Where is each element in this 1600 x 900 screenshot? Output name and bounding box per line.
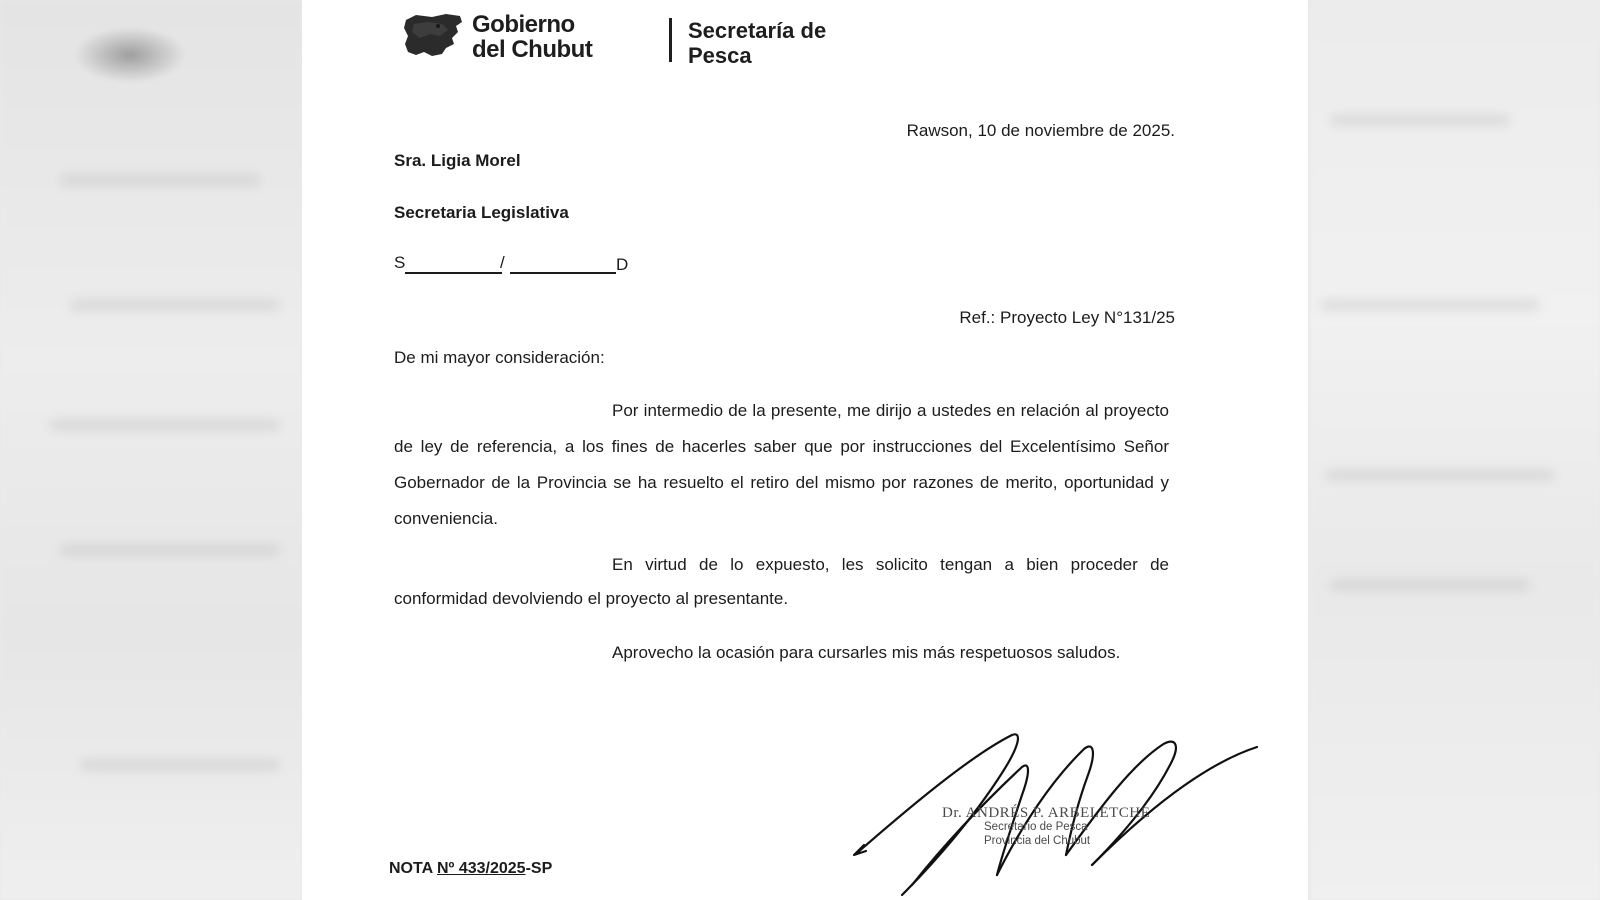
sd-d-letter: D	[616, 255, 629, 274]
blur-line	[60, 545, 280, 555]
secretaria-name	[688, 18, 826, 68]
signature-stamp	[942, 806, 1150, 848]
sd-salutation-line	[394, 253, 634, 277]
stamp-province: Provincia del Chubut	[984, 835, 1091, 847]
stamp-name: Dr. ANDRÉS P. ARBELETCHE	[942, 805, 1151, 821]
letter-date: Rawson, 10 de noviembre de 2025.	[906, 121, 1175, 140]
greeting: De mi mayor consideración:	[394, 348, 605, 367]
left-blurred-backdrop	[0, 0, 302, 900]
reference-line: Ref.: Proyecto Ley N°131/25	[959, 308, 1175, 327]
blur-line	[50, 420, 280, 430]
government-name-line2: del Chubut	[472, 36, 593, 63]
secretaria-name-line2: Pesca	[688, 43, 752, 68]
recipient-name: Sra. Ligia Morel	[394, 151, 521, 170]
blur-line	[1330, 115, 1510, 125]
body-paragraph-1: Por intermedio de la presente, me dirijo a ustedes en relación al proyecto de ley de referencia, a los fines de hacerles saber que por instrucciones del Excelentísimo Señor Gobernador de la Provincia se ha resuelto el retiro del mismo por razones de merito, oportunidad y conveniencia.	[394, 401, 1169, 528]
right-blurred-backdrop	[1310, 0, 1600, 900]
blur-line	[80, 760, 280, 770]
government-name	[472, 12, 592, 62]
closing-line: Aprovecho la ocasión para cursarles mis más respetuosos saludos.	[612, 643, 1121, 662]
government-name-line1: Gobierno	[472, 11, 575, 38]
stamp-role: Secretario de Pesca	[984, 821, 1088, 833]
body-paragraph-2: En virtud de lo expuesto, les solicito tengan a bien proceder de conformidad devolviendo el proyecto al presentante.	[394, 555, 1169, 608]
sd-s-letter: S	[394, 253, 406, 272]
recipient-title: Secretaria Legislativa	[394, 203, 569, 222]
nota-label: NOTA	[389, 860, 433, 877]
sd-slash: /	[500, 253, 505, 272]
blur-line	[1330, 580, 1530, 590]
nota-number	[389, 860, 552, 878]
header-divider	[669, 18, 672, 62]
nota-suffix: -SP	[525, 860, 553, 877]
blur-line	[1325, 470, 1555, 480]
blur-line	[1320, 300, 1540, 310]
sd-underline-right	[510, 272, 616, 274]
chubut-map-logo-icon	[402, 12, 464, 58]
sd-underline-left	[405, 272, 502, 274]
blur-line	[60, 175, 260, 185]
secretaria-name-line1: Secretaría de	[688, 18, 827, 43]
letter-document	[302, 0, 1308, 900]
nota-number-value: Nº 433/2025	[437, 860, 526, 877]
blur-line	[70, 300, 280, 310]
